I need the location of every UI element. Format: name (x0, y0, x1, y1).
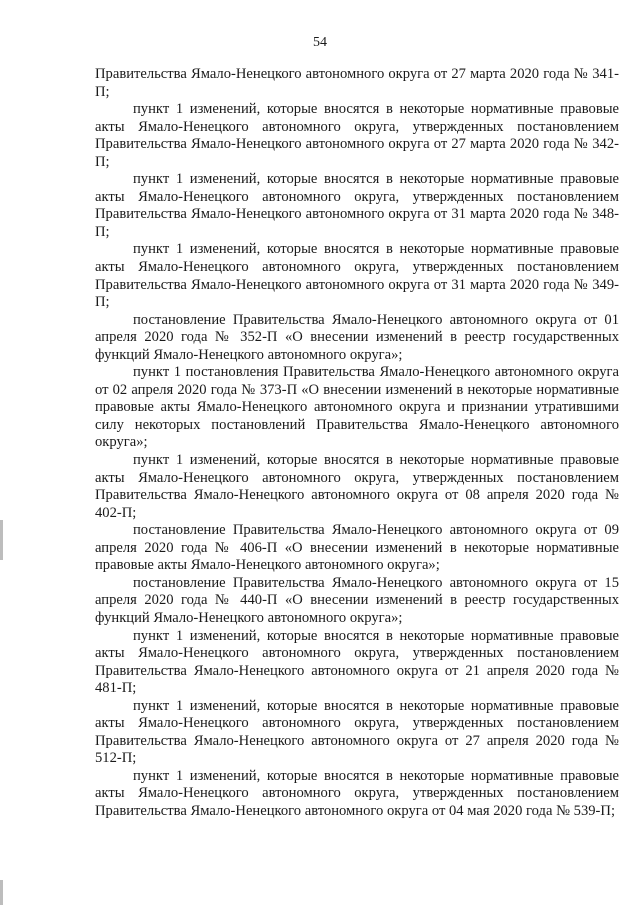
paragraph: пункт 1 изменений, которые вносятся в некоторые нормативные правовые акты Ямало-Ненецкого автономного округа, утвержденных постановлением Правительства Ямало-Ненецкого автономного округа от 27 апреля 2020 года № 512-П; (95, 697, 619, 767)
paragraph: пункт 1 изменений, которые вносятся в некоторые нормативные правовые акты Ямало-Ненецкого автономного округа, утвержденных постановлением Правительства Ямало-Ненецкого автономного округа от 08 апреля 2020 года № 402-П; (95, 452, 619, 521)
scan-edge-mark-top (0, 520, 3, 560)
paragraph: постановление Правительства Ямало-Ненецкого автономного округа от 01 апреля 2020 года № 352-П «О внесении изменений в реестр государственных функций Ямало-Ненецкого автономного округа»; (95, 311, 619, 363)
paragraph: постановление Правительства Ямало-Ненецкого автономного округа от 15 апреля 2020 года № 440-П «О внесении изменений в реестр государственных функций Ямало-Ненецкого автономного округа»; (95, 574, 619, 626)
document-body (95, 66, 619, 821)
paragraph: пункт 1 изменений, которые вносятся в некоторые нормативные правовые акты Ямало-Ненецкого автономного округа, утвержденных постановлением Правительства Ямало-Ненецкого автономного округа от 21 апреля 2020 года № 481-П; (95, 627, 619, 697)
paragraph: пункт 1 постановления Правительства Ямало-Ненецкого автономного округа от 02 апреля 2020 года № 373-П «О внесении изменений в некоторые нормативные правовые акты Ямало-Ненецкого автономного округа и признании утратившими силу некоторых постановлений Правительства Ямало-Ненецкого автономного округа»; (95, 364, 619, 451)
paragraph-continuation: Правительства Ямало-Ненецкого автономного округа от 27 марта 2020 года № 341-П; (95, 66, 619, 100)
paragraph: пункт 1 изменений, которые вносятся в некоторые нормативные правовые акты Ямало-Ненецкого автономного округа, утвержденных постановлением Правительства Ямало-Ненецкого автономного округа от 04 мая 2020 года № 539-П; (95, 767, 619, 819)
paragraph: пункт 1 изменений, которые вносятся в некоторые нормативные правовые акты Ямало-Ненецкого автономного округа, утвержденных постановлением Правительства Ямало-Ненецкого автономного округа от 27 марта 2020 года № 342-П; (95, 101, 619, 170)
paragraph: пункт 1 изменений, которые вносятся в некоторые нормативные правовые акты Ямало-Ненецкого автономного округа, утвержденных постановлением Правительства Ямало-Ненецкого автономного округа от 31 марта 2020 года № 349-П; (95, 241, 619, 311)
paragraph: постановление Правительства Ямало-Ненецкого автономного округа от 09 апреля 2020 года № 406-П «О внесении изменений в некоторые нормативные правовые акты Ямало-Ненецкого автономного округа»; (95, 522, 619, 574)
page-number: 54 (313, 35, 327, 50)
scan-edge-mark-bottom (0, 880, 3, 905)
paragraph: пункт 1 изменений, которые вносятся в некоторые нормативные правовые акты Ямало-Ненецкого автономного округа, утвержденных постановлением Правительства Ямало-Ненецкого автономного округа от 31 марта 2020 года № 348-П; (95, 171, 619, 240)
